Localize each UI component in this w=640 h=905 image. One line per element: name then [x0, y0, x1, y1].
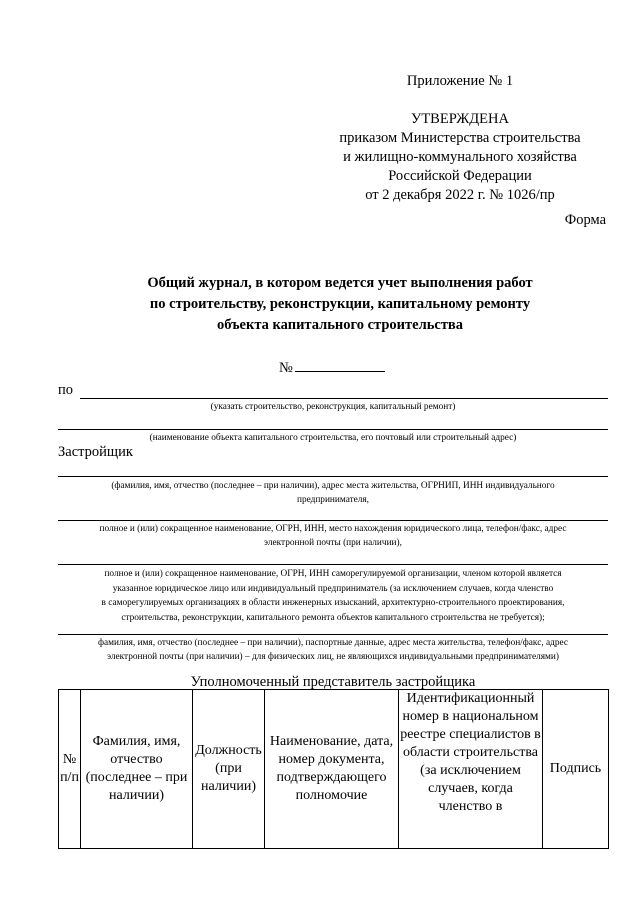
caption-line: в саморегулируемых организациях в области инженерных изысканий, архитектурно-строительного проектирования,: [101, 598, 565, 608]
caption-line: предпринимателя,: [296, 495, 370, 505]
appendix-number: Приложение № 1: [406, 73, 514, 89]
document-title: [60, 273, 620, 336]
caption-line: фамилия, имя, отчество (последнее – при наличии), паспортные данные, адрес места жительства, телефон/факс, адрес: [98, 638, 568, 648]
representative-table: [58, 689, 609, 849]
sro-caption: [58, 567, 608, 625]
caption-line: электронной почты (при наличии),: [264, 538, 402, 548]
form-label: Форма: [564, 212, 606, 228]
title-line: объекта капитального строительства: [216, 317, 464, 333]
caption-line: электронной почты (при наличии) – для физических лиц, не являющихся индивидуальными предпринимателями): [107, 652, 559, 662]
col-name-header: Фамилия, имя, отчество (последнее – при наличии): [81, 690, 193, 849]
caption-line: (фамилия, имя, отчество (последнее – при наличии), адрес места жительства, ОГРНИП, ИНН индивидуального: [111, 481, 555, 491]
col-number-header: № п/п: [59, 690, 81, 849]
title-line: по строительству, реконструкции, капитальному ремонту: [149, 296, 531, 312]
col-position-header: Должность (при наличии): [193, 690, 265, 849]
order-date: от 2 декабря 2022 г. № 1026/пр: [365, 187, 555, 203]
number-sign: №: [279, 360, 293, 376]
object-caption: (наименование объекта капитального строительства, его почтовый или строительный адрес): [149, 433, 517, 443]
caption-line: указанное юридическое лицо или индивидуальный предприниматель (за исключением случаев, когда членство: [112, 583, 554, 594]
person-caption: [58, 636, 608, 664]
po-label: по: [58, 382, 74, 398]
caption-line: полное и (или) сокращенное наименование, ОГРН, ИНН саморегулируемой организации, членом которой является: [104, 569, 562, 579]
journal-number-field[interactable]: [295, 357, 385, 372]
object-field[interactable]: [58, 429, 608, 430]
caption-line: полное и (или) сокращенное наименование, ОГРН, ИНН, место нахождения юридического лица, телефон/факс, адрес: [99, 524, 567, 534]
order-line: Российской Федерации: [388, 168, 532, 184]
sro-field[interactable]: [58, 564, 608, 565]
title-line: Общий журнал, в котором ведется учет выполнения работ: [147, 275, 533, 291]
col-signature-header: Подпись: [543, 690, 609, 849]
person-field[interactable]: [58, 634, 608, 635]
order-line: и жилищно-коммунального хозяйства: [343, 149, 577, 165]
col-ident-header: Идентификационный номер в национальном реестре специалистов в области строительства (за исключением случаев, когда членство в: [399, 690, 543, 849]
approved-stamp: УТВЕРЖДЕНА: [411, 111, 509, 127]
representative-table-title: Уполномоченный представитель застройщика: [190, 674, 476, 690]
developer-org-caption: [58, 522, 608, 550]
caption-line: строительства, реконструкции, капитального ремонта объектов капитального строительства не требуется);: [121, 612, 545, 623]
work-type-caption: (указать строительство, реконструкция, капитальный ремонт): [210, 402, 456, 412]
developer-ip-field[interactable]: [58, 476, 608, 477]
developer-ip-caption: [58, 479, 608, 507]
table-header-row: [59, 690, 609, 849]
developer-org-field[interactable]: [58, 520, 608, 521]
approval-block: [300, 72, 620, 205]
journal-number: [279, 357, 385, 377]
order-line: приказом Министерства строительства: [339, 130, 581, 146]
work-type-field[interactable]: [80, 398, 608, 399]
developer-label: Застройщик: [58, 444, 133, 460]
col-document-header: Наименование, дата, номер документа, подтверждающего полномочие: [265, 690, 399, 849]
